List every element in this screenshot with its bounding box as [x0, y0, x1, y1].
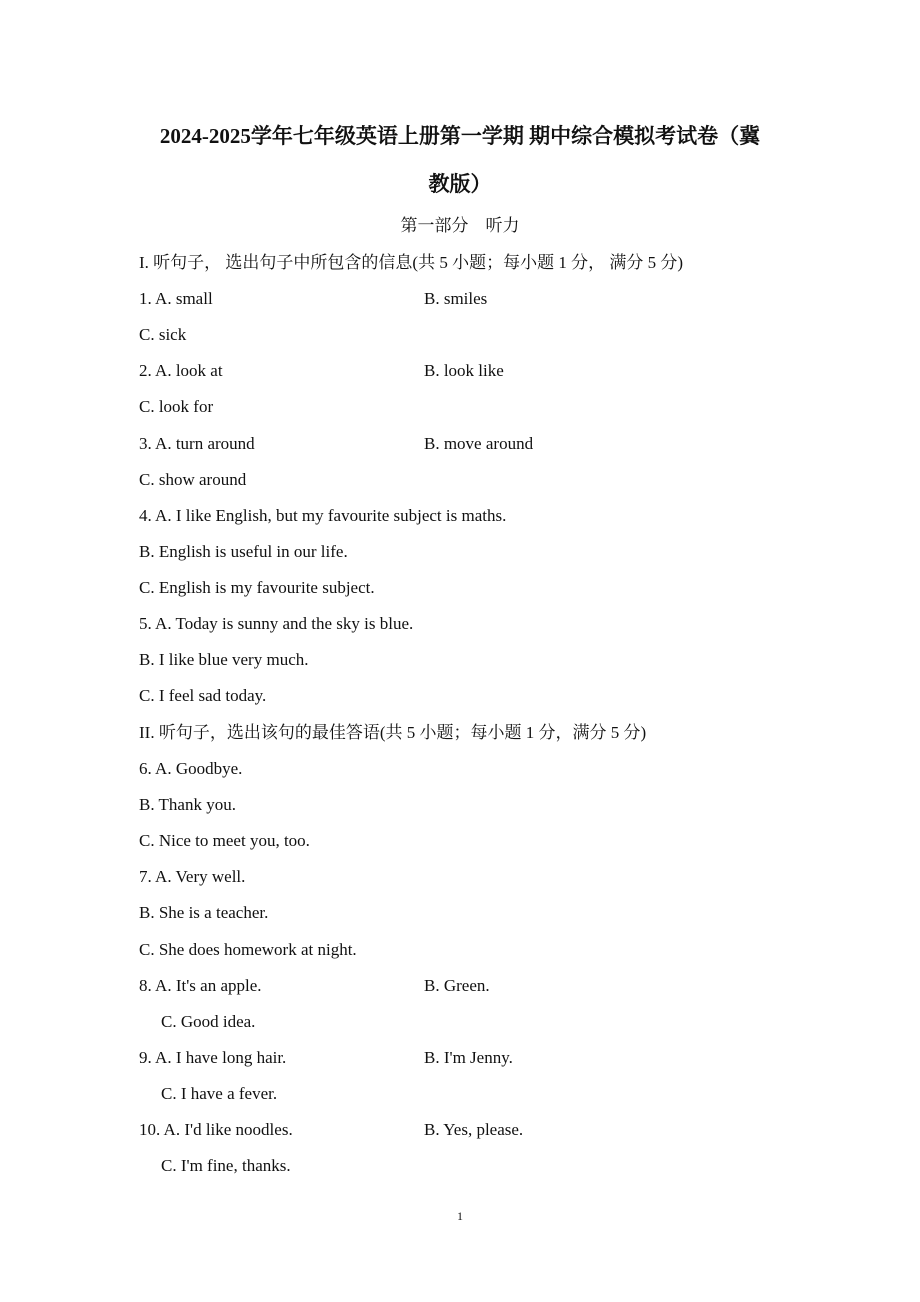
section-2-heading: II. 听句子，选出该句的最佳答语(共 5 小题；每小题 1 分，满分 5 分): [139, 723, 647, 742]
q5-option-a: 5. A. Today is sunny and the sky is blue.: [139, 614, 414, 633]
q9-option-b: B. I'm Jenny.: [424, 1048, 513, 1067]
q8-option-a: 8. A. It's an apple.: [139, 976, 262, 995]
q10-option-b: B. Yes, please.: [424, 1120, 524, 1139]
section-1-heading: I. 听句子， 选出句子中所包含的信息(共 5 小题；每小题 1 分， 满分 5 分): [139, 253, 683, 272]
q4-option-b: B. English is useful in our life.: [139, 542, 348, 561]
part-heading: 第一部分 听力: [400, 216, 520, 235]
q2-option-c: C. look for: [139, 397, 214, 416]
q9-option-c: C. I have a fever.: [161, 1084, 278, 1103]
q6-option-c: C. Nice to meet you, too.: [139, 831, 310, 850]
q10-option-c: C. I'm fine, thanks.: [161, 1156, 291, 1175]
page-number: 1: [457, 1209, 463, 1223]
q7-option-c: C. She does homework at night.: [139, 940, 357, 959]
q7-option-a: 7. A. Very well.: [139, 867, 246, 886]
q8-option-c: C. Good idea.: [161, 1012, 256, 1031]
q7-option-b: B. She is a teacher.: [139, 903, 269, 922]
q6-option-b: B. Thank you.: [139, 795, 236, 814]
q10-option-a: 10. A. I'd like noodles.: [139, 1120, 293, 1139]
exam-title-line-2: 教版）: [428, 172, 492, 196]
q4-option-a: 4. A. I like English, but my favourite subject is maths.: [139, 506, 507, 525]
q1-option-b: B. smiles: [424, 289, 488, 308]
q3-option-c: C. show around: [139, 470, 247, 489]
q2-option-a: 2. A. look at: [139, 361, 223, 380]
q1-option-c: C. sick: [139, 325, 187, 344]
q3-option-a: 3. A. turn around: [139, 434, 255, 453]
q6-option-a: 6. A. Goodbye.: [139, 759, 243, 778]
q8-option-b: B. Green.: [424, 976, 490, 995]
q1-option-a: 1. A. small: [139, 289, 213, 308]
q5-option-b: B. I like blue very much.: [139, 650, 309, 669]
exam-title-line-1: 2024-2025学年七年级英语上册第一学期 期中综合模拟考试卷（冀: [159, 124, 761, 148]
q4-option-c: C. English is my favourite subject.: [139, 578, 375, 597]
q9-option-a: 9. A. I have long hair.: [139, 1048, 287, 1067]
q3-option-b: B. move around: [424, 434, 534, 453]
q2-option-b: B. look like: [424, 361, 504, 380]
q5-option-c: C. I feel sad today.: [139, 686, 267, 705]
